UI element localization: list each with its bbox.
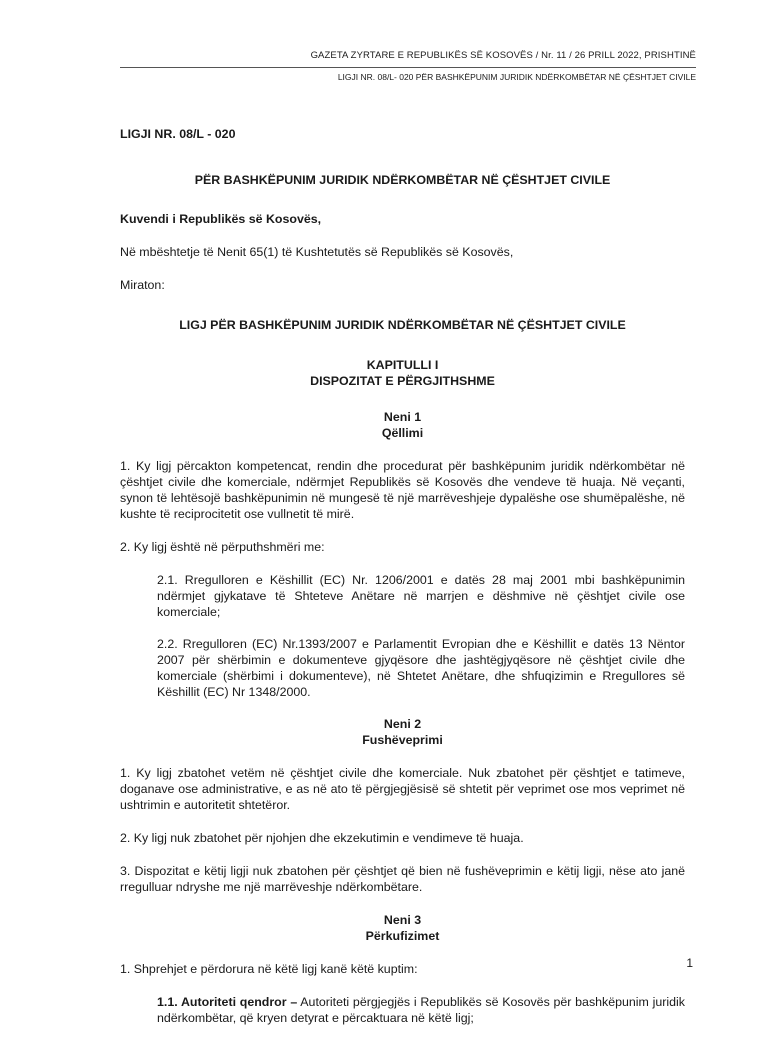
article-number: Neni 2 [383,717,422,731]
legal-basis: Në mbështetje të Nenit 65(1) të Kushtetutës së Republikës së Kosovës, [120,245,514,259]
article-name: Përkufizimet [365,929,440,943]
article-paragraph: 2. Ky ligj nuk zbatohet për njohjen dhe ekzekutimin e vendimeve të huaja. [120,831,524,845]
article-paragraph: 3. Dispozitat e këtij ligji nuk zbatohen për çështjet që bien në fushëveprimin e këtij ligji, nëse ato janë rregulluar ndryshe me një marrëveshje ndërkombëtare. [120,864,685,894]
article-heading [120,716,685,748]
article-subparagraph: 2.1. Rregulloren e Këshillit (EC) Nr. 1206/2001 e datës 28 maj 2001 mbi bashkëpunimin ndërmjet gjykatave të Shteteve Anëtare në marrjen e dëshmive në çështjet civile ose komerciale; [157,573,685,619]
defined-term: 1.1. Autoriteti qendror – [157,995,298,1009]
article-subparagraph [157,994,685,1026]
full-law-title: LIGJ PËR BASHKËPUNIM JURIDIK NDËRKOMBËTAR NË ÇËSHTJET CIVILE [179,318,626,332]
article-paragraph: 1. Ky ligj përcakton kompetencat, rendin dhe procedurat për bashkëpunim juridik ndërkombëtar në çështjet civile dhe komerciale, ndërmjet Republikës së Kosovës dhe vendeve të huaja. Në veçanti, synon të lehtësojë bashkëpunimin në mungesë të një marrëveshjeje dypalëshe ose shumëpalëshe, në kushte të reciprocitetit ose vullnetit të mirë. [120,459,685,521]
assembly-line: Kuvendi i Republikës së Kosovës, [120,212,322,226]
chapter-heading [120,357,685,389]
header-rule [120,67,696,68]
article-paragraph: 1. Ky ligj zbatohet vetëm në çështjet civile dhe komerciale. Nuk zbatohet për çështjet e tatimeve, doganave ose administrative, e as në ato të përgjegjësisë së shtetit për veprimet ose mos veprimet në ushtrimin e autoritetit shtetëror. [120,766,685,812]
chapter-name: DISPOZITAT E PËRGJITHSHME [310,374,495,388]
law-number: LIGJI NR. 08/L - 020 [120,127,236,141]
article-heading [120,912,685,944]
article-subparagraph: 2.2. Rregulloren (EC) Nr.1393/2007 e Parlamentit Evropian dhe e Këshillit e datës 13 Nëntor 2007 për shërbimin e dokumenteve gjyqësore dhe jashtëgjyqësore në çështjet civile dhe komerciale (shërbimi i dokumenteve), në Shtetet Anëtare, dhe shfuqizimin e Rregullores së Këshillit (EC) Nr 1348/2000. [157,637,685,699]
law-title: PËR BASHKËPUNIM JURIDIK NDËRKOMBËTAR NË ÇËSHTJET CIVILE [194,173,611,187]
chapter-number: KAPITULLI I [366,358,439,372]
page-number: 1 [686,956,693,970]
document-body [120,126,685,1042]
article-name: Fushëveprimi [362,733,443,747]
article-number: Neni 1 [383,410,422,424]
gazette-header: GAZETA ZYRTARE E REPUBLIKËS SË KOSOVËS / Nr. 11 / 26 PRILL 2022, PRISHTINË [310,50,696,61]
law-reference-header: LIGJI NR. 08/L- 020 PËR BASHKËPUNIM JURIDIK NDËRKOMBËTAR NË ÇËSHTJET CIVILE [337,72,696,82]
article-number: Neni 3 [383,913,422,927]
approves-line: Miraton: [120,278,165,292]
article-heading [120,409,685,441]
definition-text: Autoriteti përgjegjës i Republikës së Kosovës për bashkëpunim juridik ndërkombëtar, që kryen detyrat e përcaktuara në këtë ligj; [157,995,685,1025]
article-paragraph: 2. Ky ligj është në përputhshmëri me: [120,540,325,554]
article-paragraph: 1. Shprehjet e përdorura në këtë ligj kanë këtë kuptim: [120,962,418,976]
article-name: Qëllimi [381,426,424,440]
